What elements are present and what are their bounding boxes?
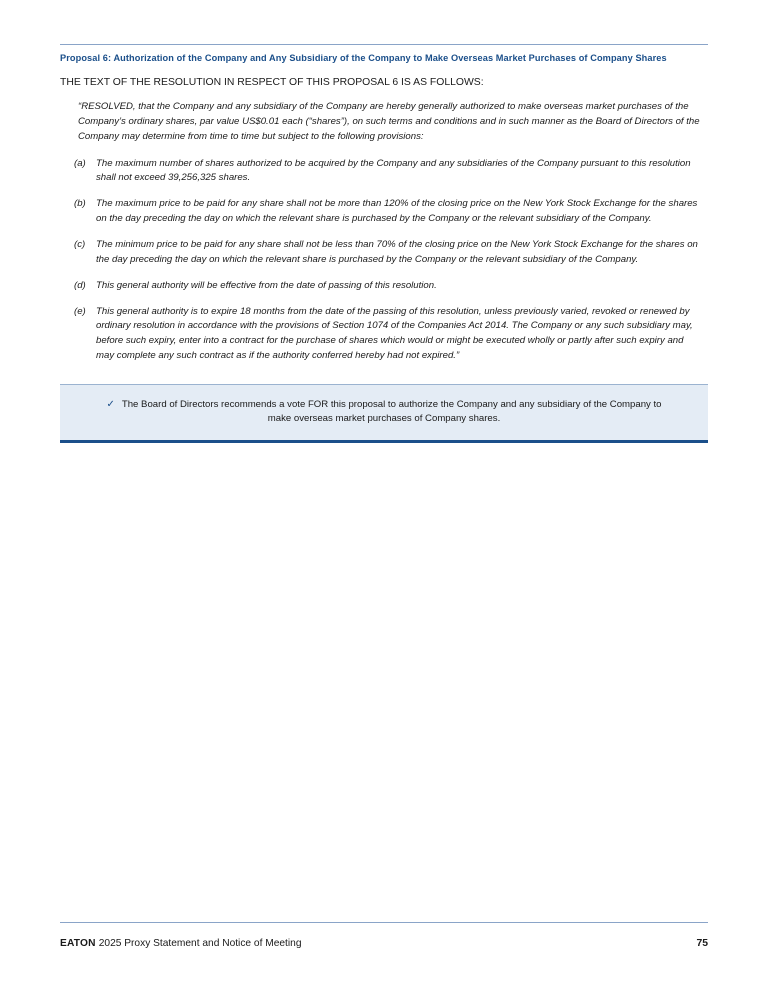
- list-item: [60, 279, 708, 294]
- check-icon: ✓: [106, 398, 115, 410]
- footer-subtitle: 2025 Proxy Statement and Notice of Meeting: [98, 938, 302, 949]
- list-item-text: This general authority will be effective from the date of passing of this resolution.: [96, 279, 437, 291]
- page-content: [60, 52, 708, 443]
- list-item-marker: (c): [74, 238, 86, 250]
- list-item: [60, 305, 708, 364]
- resolution-intro: THE TEXT OF THE RESOLUTION IN RESPECT OF THIS PROPOSAL 6 IS AS FOLLOWS:: [60, 77, 484, 89]
- page-number: 75: [696, 938, 708, 949]
- board-recommendation-callout: [60, 384, 708, 443]
- footer-left: [60, 938, 302, 949]
- list-item: [60, 238, 708, 268]
- list-item-marker: (b): [74, 198, 86, 210]
- header-divider: [60, 44, 708, 45]
- recommendation-line: [100, 397, 668, 427]
- footer-divider: [60, 922, 708, 923]
- resolved-paragraph: “RESOLVED, that the Company and any subsidiary of the Company are hereby generally authorized to make overseas market purchases of the Company’s ordinary shares, par value US$0.01 each (“shares”), on such terms and conditions and in such manner as the Board of Directors of the Company may determine from time to time but subject to the following provisions:: [78, 100, 700, 142]
- list-item: [60, 157, 708, 187]
- list-item-marker: (d): [74, 279, 86, 291]
- list-item-text: This general authority is to expire 18 months from the date of the passing of this resolution, unless previously varied, revoked or renewed by ordinary resolution in accordance with the provisions of Section 1074 of the Companies Act 2014. The Company or any such subsidiary may, before such expiry, enter into a contract for the purchase of shares which would or might be executed wholly or partly after such expiry and may complete any such contract as if the authority conferred hereby had not expired.”: [96, 305, 693, 362]
- page-footer: [60, 938, 708, 949]
- recommendation-text: The Board of Directors recommends a vote FOR this proposal to authorize the Company and any subsidiary of the Company to make overseas market purchases of Company shares.: [121, 398, 662, 425]
- list-item-text: The maximum number of shares authorized to be acquired by the Company and any subsidiaries of the Company pursuant to this resolution shall not exceed 39,256,325 shares.: [96, 157, 691, 184]
- list-item: [60, 197, 708, 227]
- list-item-text: The minimum price to be paid for any share shall not be less than 70% of the closing price on the New York Stock Exchange for the shares on the day preceding the day on which the relevant share is purchased by the Company or the relevant subsidiary of the Company.: [96, 238, 698, 265]
- list-item-marker: (a): [74, 157, 86, 169]
- page-title: Proposal 6: Authorization of the Company and Any Subsidiary of the Company to Make Overseas Market Purchases of Company Shares: [60, 53, 667, 63]
- company-logo-text: EATON: [60, 938, 99, 949]
- list-item-marker: (e): [74, 305, 86, 317]
- list-item-text: The maximum price to be paid for any share shall not be more than 120% of the closing price on the New York Stock Exchange for the shares on the day preceding the day on which the relevant share is purchased by the Company or the relevant subsidiary of the Company.: [96, 198, 698, 225]
